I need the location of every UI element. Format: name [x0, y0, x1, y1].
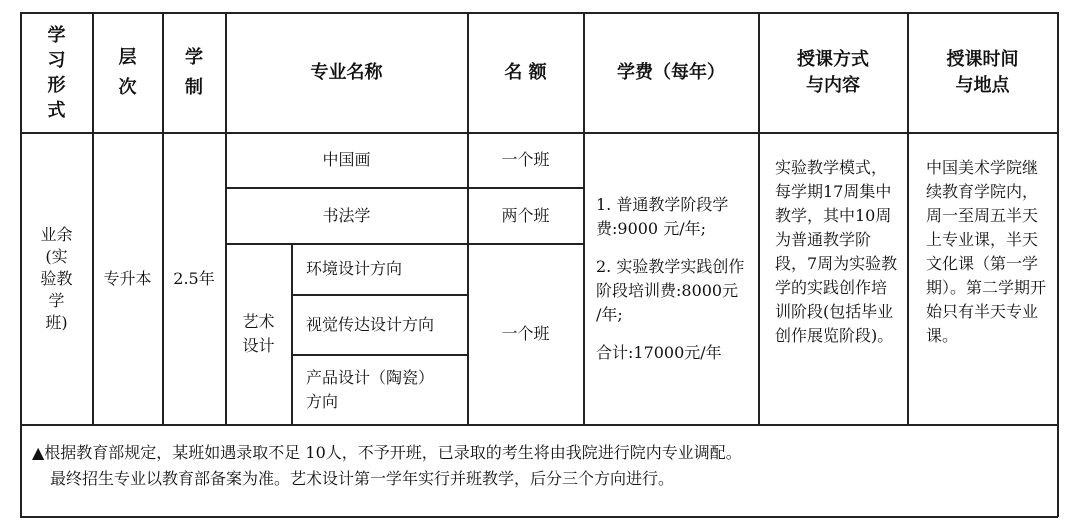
art-design-label: [226, 244, 291, 424]
tuition-line: 2. 实验教学实践创作阶段培训费:8000元 /年;: [596, 256, 745, 324]
direction-cell: 视觉传达设计方向: [306, 314, 435, 334]
header-teaching-time: [908, 13, 1057, 132]
header-quota: 名 额: [504, 61, 547, 83]
major-name-cell: 中国画: [322, 150, 371, 169]
header-duration: 学制: [185, 46, 203, 98]
header-teaching-method: [759, 13, 907, 132]
study-form-line: 学: [48, 290, 65, 310]
header-teaching-method-line1: 授课方式: [797, 48, 869, 70]
level-cell: 专升本: [103, 268, 152, 288]
table-border-bottom: [20, 516, 1058, 518]
footnote-line: ▲根据教育部规定，某班如遇录取不足 10人，不予开班，已录取的考生将由我院进行院内专业调配。: [32, 443, 742, 462]
direction-cell: 环境设计方向: [306, 259, 403, 278]
table-border-right: [1057, 12, 1059, 517]
duration-cell: 2.5年: [173, 268, 215, 288]
teaching-time-cell: 中国美术学院继续教育学院内，周一至周五半天上专业课，半天文化课（第一学期）。第二学期开始只有半天专业课。: [926, 158, 1047, 345]
quota-cell: 两个班: [501, 205, 550, 225]
header-teaching-time-line1: 授课时间: [946, 48, 1019, 70]
quota-cell: 一个班: [501, 150, 550, 169]
quota-cell: 一个班: [501, 324, 550, 343]
art-design-label-line: 艺术: [242, 312, 275, 331]
tuition-details: [596, 193, 748, 365]
header-tuition: 学费（每年）: [617, 61, 725, 83]
body-divider: [20, 424, 1058, 426]
header-major-name: 专业名称: [310, 61, 383, 83]
footnote-line: 最终招生专业以教育部备案为准。艺术设计第一学年实行并班教学，后分三个方向进行。: [50, 469, 675, 488]
study-form-line: 班): [45, 312, 68, 332]
direction-cell: 产品设计（陶瓷）方向: [306, 367, 435, 411]
art-design-label-line: 设计: [242, 336, 275, 355]
header-teaching-method-line2: 与内容: [806, 74, 860, 96]
header-teaching-time-line2: 与地点: [955, 74, 1010, 96]
tuition-total: 合计:17000元/年: [596, 342, 722, 362]
tuition-cell: [584, 133, 758, 424]
footnote: [32, 440, 1052, 492]
study-form-line: 验教: [40, 268, 73, 288]
header-study-form: 学习形式: [47, 24, 66, 121]
major-name-cell: 书法学: [322, 205, 371, 225]
tuition-line: 1. 普通教学阶段学费:9000 元/年;: [596, 194, 729, 238]
study-form-line: 业余: [40, 224, 73, 244]
header-level: 层次: [118, 46, 137, 98]
study-form-line: (实: [45, 246, 68, 266]
study-form-cell: [21, 133, 92, 424]
teaching-method-cell: 实验教学模式，每学期17周集中教学，其中10周为普通教学阶段，7周为实验教学的实践创作培训阶段(包括毕业创作展览阶段)。: [775, 158, 898, 345]
